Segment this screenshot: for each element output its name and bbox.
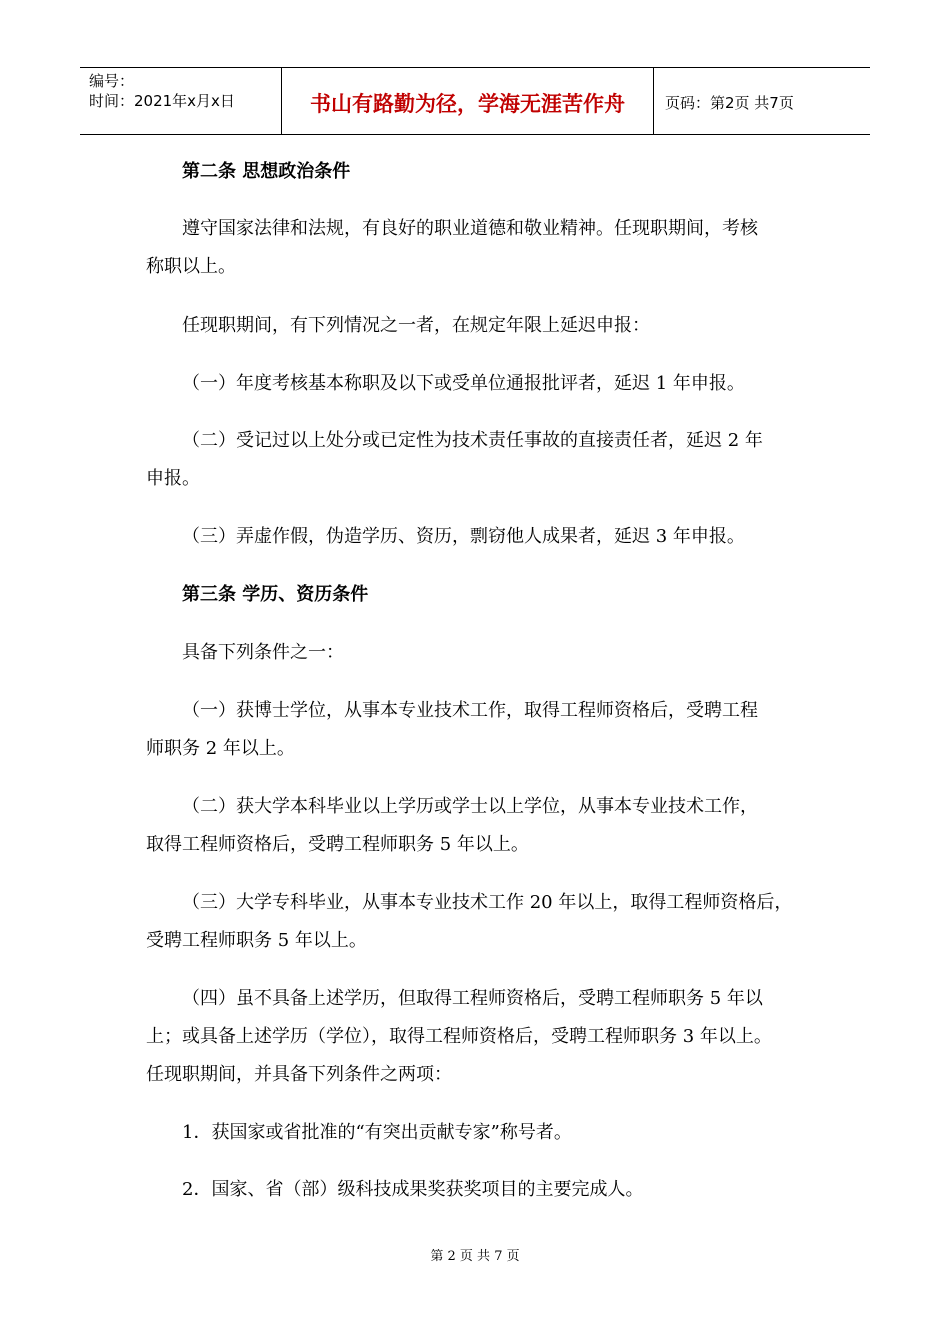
paragraph [146,634,806,672]
paragraph-line: （二）获大学本科毕业以上学历或学士以上学位，从事本专业技术工作， [182,796,758,817]
paragraph-line: （四）虽不具备上述学历，但取得工程师资格后，受聘工程师职务 5 年以 [182,988,763,1009]
paragraph-line: （三）弄虚作假，伪造学历、资历，剽窃他人成果者，延迟 3 年申报。 [182,526,745,547]
paragraph-line: （一）获博士学位，从事本专业技术工作，取得工程师资格后，受聘工程 [182,700,758,721]
paragraph-line: 任现职期间，并具备下列条件之两项： [146,1064,452,1085]
article-2-heading [146,153,806,191]
paragraph-line: 1．获国家或省批准的“有突出贡献专家”称号者。 [182,1122,572,1143]
paragraph-line: 任现职期间，有下列情况之一者，在规定年限上延迟申报： [182,315,650,336]
page-header [80,67,870,135]
paragraph-line: （一）年度考核基本称职及以下或受单位通报批评者，延迟 1 年申报。 [182,373,745,394]
paragraph [146,210,806,286]
page-footer: 第 2 页 共 7 页 [430,1249,520,1264]
paragraph-line: 受聘工程师职务 5 年以上。 [146,930,367,951]
paragraph [146,1171,806,1209]
paragraph-line: 上；或具备上述学历（学位），取得工程师资格后，受聘工程师职务 3 年以上。 [146,1026,772,1047]
paragraph [146,692,806,768]
paragraph-line: 具备下列条件之一： [182,642,344,663]
paragraph-line: 申报。 [146,468,200,489]
paragraph-line: 师职务 2 年以上。 [146,738,295,759]
paragraph [146,980,806,1094]
document-number-label: 编号： [89,72,135,90]
header-meta [80,68,282,134]
paragraph-line: （二）受记过以上处分或已定性为技术责任事故的直接责任者，延迟 2 年 [182,430,763,451]
paragraph [146,788,806,864]
document-date-label: 时间：2021年x月x日 [89,92,235,110]
article-3-heading [146,576,806,614]
header-motto: 书山有路勤为径，学海无涯苦作舟 [282,68,654,134]
paragraph-line: 遵守国家法律和法规，有良好的职业道德和敬业精神。任现职期间，考核 [182,218,758,239]
header-page-info: 页码：第2页 共7页 [665,94,794,112]
paragraph [146,422,806,498]
paragraph [146,307,806,345]
heading-line: 第二条 思想政治条件 [182,161,351,182]
paragraph-line: 取得工程师资格后，受聘工程师职务 5 年以上。 [146,834,529,855]
paragraph [146,365,806,403]
paragraph [146,884,806,960]
paragraph [146,1114,806,1152]
heading-line: 第三条 学历、资历条件 [182,584,369,605]
paragraph-line: 称职以上。 [146,256,236,277]
paragraph-line: 2．国家、省（部）级科技成果奖获奖项目的主要完成人。 [182,1179,644,1200]
paragraph-line: （三）大学专科毕业，从事本专业技术工作 20 年以上，取得工程师资格后， [182,892,793,913]
paragraph [146,518,806,556]
